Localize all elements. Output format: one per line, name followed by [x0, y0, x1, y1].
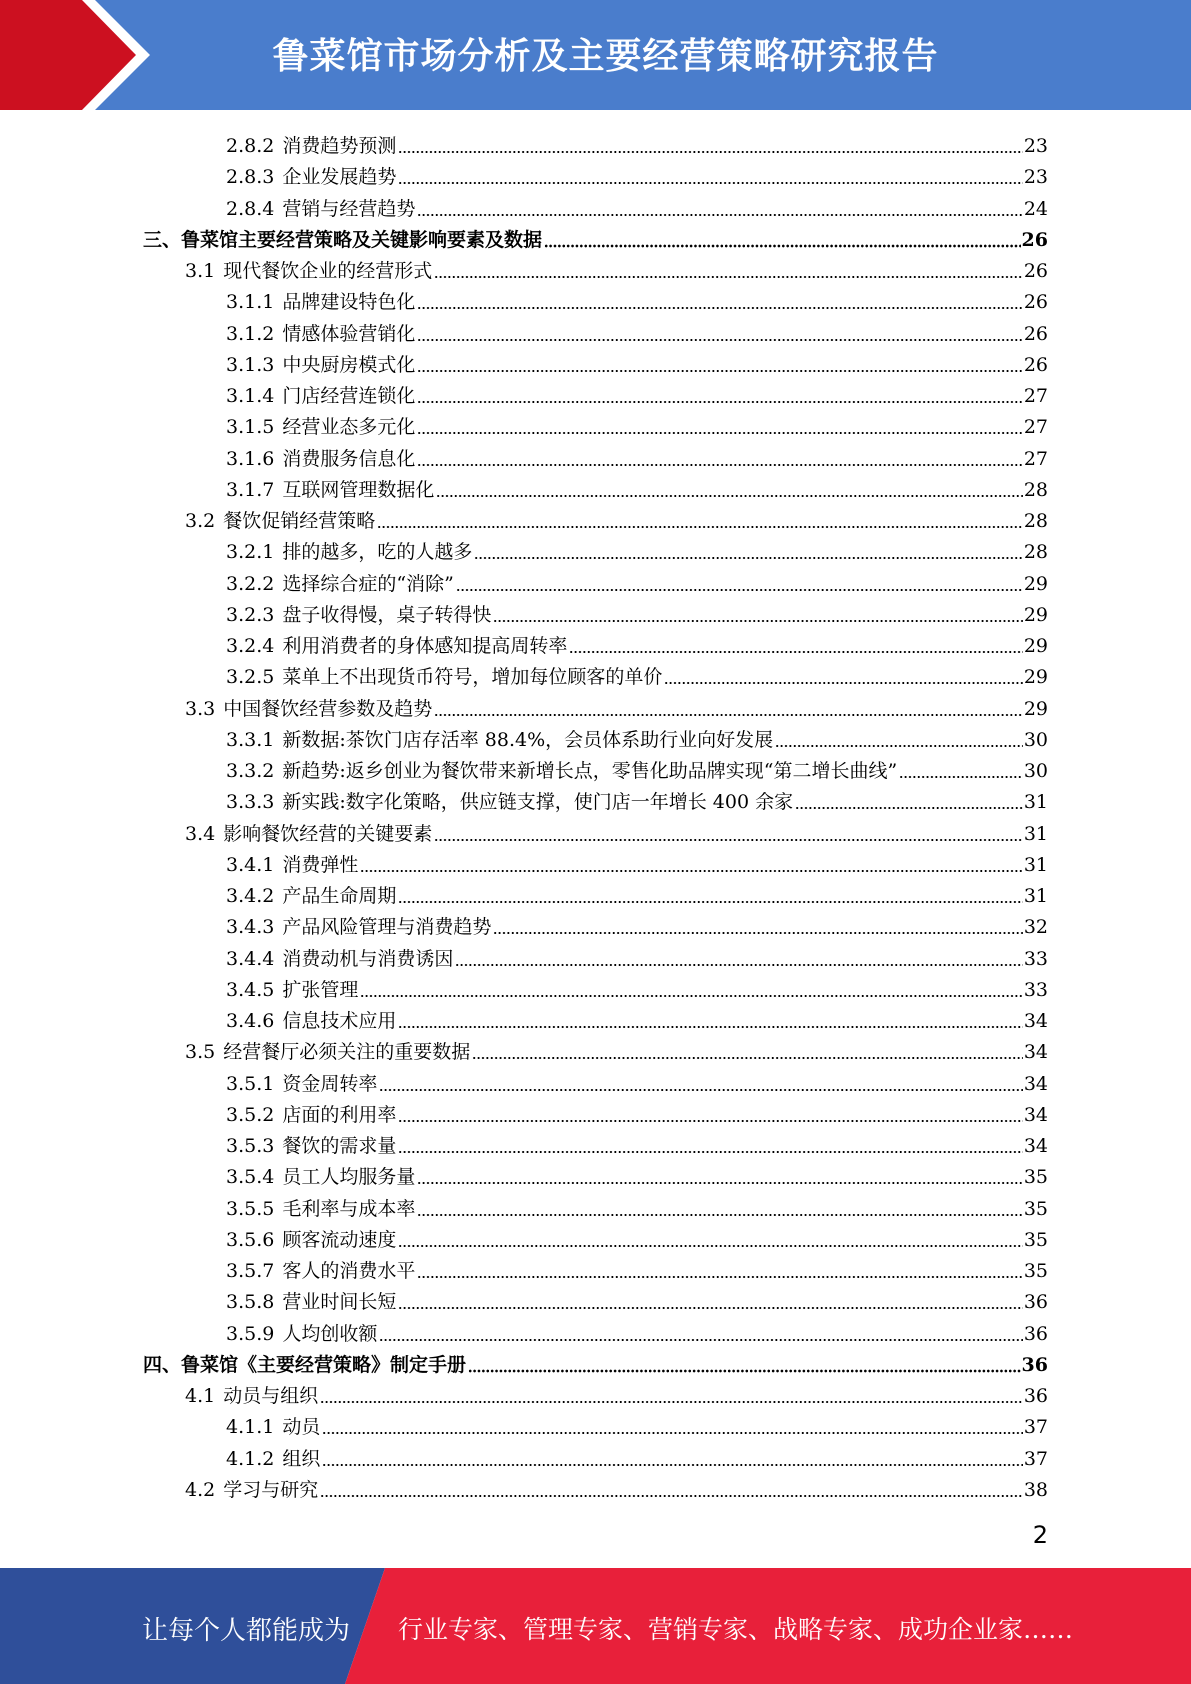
toc-leader-dots	[417, 1267, 1022, 1279]
toc-entry-number: 3.1.1	[226, 291, 275, 314]
toc-leader-dots	[320, 1392, 1023, 1404]
toc-entry-label: 营业时间长短	[282, 1291, 397, 1314]
toc-entry-number: 2.8.4	[226, 197, 275, 220]
toc-entry-label: 员工人均服务量	[282, 1166, 416, 1189]
toc-entry[interactable]	[226, 158, 1048, 189]
toc-entry-page: 30	[1023, 728, 1048, 751]
page-header	[0, 0, 1191, 110]
toc-entry-title	[185, 1478, 318, 1502]
toc-entry-label: 情感体验营销化	[282, 322, 416, 345]
toc-entry[interactable]	[185, 502, 1048, 533]
toc-entry[interactable]	[226, 877, 1048, 908]
toc-entry-page: 35	[1023, 1166, 1048, 1189]
toc-entry[interactable]	[185, 815, 1048, 846]
toc-entry[interactable]	[226, 283, 1048, 314]
toc-leader-dots	[775, 736, 1023, 748]
toc-entry-page: 36	[1023, 1385, 1048, 1407]
toc-entry-number: 3.5.1	[226, 1072, 275, 1095]
toc-entry-title	[226, 447, 415, 471]
toc-entry-label: 利用消费者的身体感知提高周转率	[282, 635, 568, 657]
toc-entry[interactable]	[226, 721, 1048, 752]
toc-leader-dots	[417, 298, 1022, 310]
toc-entry-number: 3.1.5	[226, 416, 275, 439]
toc-leader-dots	[417, 205, 1022, 217]
toc-entry-title	[226, 1009, 396, 1033]
toc-entry-title	[226, 1197, 415, 1221]
toc-entry-title	[226, 1228, 396, 1252]
toc-entry-page: 33	[1023, 978, 1048, 1001]
toc-entry-number: 2.8.3	[226, 166, 275, 189]
toc-entry-page: 29	[1023, 603, 1048, 626]
footer-slogan-right: 行业专家、管理专家、营销专家、战略专家、成功企业家……	[398, 1615, 1074, 1644]
footer-slogan-left: 让每个人都能成为	[142, 1616, 351, 1646]
toc-entry[interactable]	[226, 190, 1048, 221]
toc-entry-page: 34	[1023, 1041, 1048, 1064]
toc-leader-dots	[456, 580, 1023, 592]
toc-entry-label: 影响餐饮经营的关键要素	[223, 822, 433, 845]
toc-entry[interactable]	[226, 783, 1048, 814]
toc-entry-title	[226, 478, 434, 502]
toc-leader-dots	[417, 1173, 1022, 1185]
toc-entry-page: 23	[1023, 135, 1048, 157]
toc-entry-label: 选择综合症的“消除”	[282, 572, 454, 595]
toc-entry-label: 客人的消费水平	[282, 1260, 416, 1282]
toc-entry-label: 经营业态多元化	[282, 416, 416, 439]
toc-leader-dots	[664, 673, 1022, 685]
toc-entry[interactable]	[226, 627, 1048, 658]
toc-entry-label: 消费弹性	[282, 853, 359, 876]
toc-entry-label: 产品生命周期	[282, 885, 397, 907]
toc-entry-number: 3.5.3	[226, 1135, 275, 1157]
toc-entry-page: 24	[1023, 197, 1048, 220]
toc-entry-label: 盘子收得慢，桌子转得快	[282, 603, 492, 626]
toc-entry-label: 营销与经营趋势	[282, 197, 416, 220]
toc-entry[interactable]	[185, 252, 1048, 283]
toc-leader-dots	[474, 548, 1022, 560]
toc-entry-number: 3.5.7	[226, 1260, 275, 1282]
toc-entry-label: 餐饮的需求量	[282, 1135, 397, 1157]
toc-entry-title	[226, 322, 415, 346]
toc-entry-page: 31	[1023, 791, 1048, 814]
toc-leader-dots	[360, 986, 1022, 998]
toc-entry-page: 29	[1023, 572, 1048, 595]
toc-entry[interactable]	[226, 315, 1048, 346]
toc-entry-label: 信息技术应用	[282, 1010, 397, 1032]
toc-leader-dots	[544, 236, 1021, 248]
toc-leader-dots	[417, 1205, 1022, 1217]
toc-entry-title	[226, 384, 415, 408]
toc-entry-title	[185, 1384, 318, 1408]
toc-leader-dots	[398, 1298, 1022, 1310]
toc-entry-number: 4.1.2	[226, 1447, 275, 1470]
toc-entry-page: 38	[1023, 1478, 1048, 1501]
toc-entry-title	[226, 1165, 415, 1189]
toc-entry-title	[226, 790, 793, 814]
toc-entry-number: 3.4.3	[226, 916, 275, 939]
toc-entry-page: 31	[1023, 885, 1048, 907]
toc-entry[interactable]	[185, 1377, 1048, 1408]
toc-entry-title	[226, 1259, 415, 1283]
toc-leader-dots	[320, 1486, 1023, 1498]
report-title: 鲁菜馆市场分析及主要经营策略研究报告	[272, 36, 939, 77]
toc-entry-number: 3.3.1	[226, 728, 275, 751]
toc-entry-page: 28	[1023, 478, 1048, 501]
toc-entry[interactable]	[226, 1315, 1048, 1346]
toc-entry-title	[226, 165, 396, 189]
toc-entry-number: 3.5.4	[226, 1166, 275, 1189]
toc-entry-number: 3.3	[185, 697, 216, 720]
toc-entry-page: 31	[1023, 853, 1048, 876]
toc-entry-title	[226, 853, 358, 877]
toc-leader-dots	[434, 267, 1023, 279]
toc-entry[interactable]	[226, 1221, 1048, 1252]
toc-entry-label: 三、鲁菜馆主要经营策略及关键影响要素及数据	[143, 228, 543, 251]
toc-entry[interactable]	[226, 440, 1048, 471]
toc-entry-title	[226, 947, 453, 971]
toc-entry-number: 3.2.4	[226, 635, 275, 657]
toc-entry-title	[143, 1353, 466, 1377]
toc-entry-number: 3.4.6	[226, 1010, 275, 1032]
toc-leader-dots	[398, 1111, 1022, 1123]
toc-leader-dots	[398, 142, 1022, 154]
toc-entry-label: 四、鲁菜馆《主要经营策略》制定手册	[143, 1353, 467, 1376]
toc-leader-dots	[322, 1455, 1022, 1467]
toc-entry[interactable]	[226, 1408, 1048, 1439]
toc-entry-label: 扩张管理	[282, 978, 359, 1001]
toc-entry-page: 34	[1023, 1103, 1048, 1126]
toc-leader-dots	[398, 1142, 1022, 1154]
toc-leader-dots	[434, 705, 1023, 717]
toc-entry-label: 动员与组织	[223, 1385, 319, 1407]
toc-entry-page: 35	[1023, 1197, 1048, 1220]
toc-entry-label: 餐饮促销经营策略	[223, 510, 376, 532]
toc-leader-dots	[569, 642, 1022, 654]
toc-leader-dots	[398, 1017, 1022, 1029]
toc-leader-dots	[398, 173, 1022, 185]
toc-entry-title	[226, 665, 662, 689]
toc-entry[interactable]	[226, 377, 1048, 408]
toc-entry-label: 菜单上不出现货币符号，增加每位顾客的单价	[282, 666, 663, 689]
toc-entry-title	[226, 634, 567, 658]
toc-entry-title	[226, 353, 415, 377]
toc-entry-label: 中国餐饮经营参数及趋势	[223, 697, 433, 720]
toc-entry-title	[226, 915, 491, 939]
toc-entry-page: 26	[1021, 228, 1048, 251]
toc-entry[interactable]	[185, 1471, 1048, 1502]
toc-entry-number: 3.1	[185, 260, 216, 282]
toc-entry-page: 34	[1023, 1010, 1048, 1032]
toc-entry-number: 3.1.3	[226, 353, 275, 376]
toc-entry-label: 新实践:数字化策略，供应链支撑，使门店一年增长 400 余家	[282, 791, 794, 814]
toc-entry-label: 顾客流动速度	[282, 1228, 397, 1251]
toc-entry-number: 3.2.5	[226, 666, 275, 689]
toc-entry-title	[226, 1072, 377, 1096]
toc-entry-page: 30	[1023, 760, 1048, 782]
toc-entry-title	[226, 759, 897, 783]
toc-leader-dots	[398, 1236, 1022, 1248]
toc-entry-label: 中央厨房模式化	[282, 353, 416, 376]
toc-leader-dots	[899, 767, 1023, 779]
toc-entry-number: 3.4.5	[226, 978, 275, 1001]
toc-entry-label: 消费服务信息化	[282, 447, 416, 470]
toc-entry-title	[226, 1134, 396, 1158]
toc-entry[interactable]	[226, 908, 1048, 939]
toc-leader-dots	[398, 892, 1022, 904]
toc-leader-dots	[417, 423, 1022, 435]
toc-entry-title	[226, 1103, 396, 1127]
toc-entry-page: 31	[1023, 822, 1048, 845]
toc-entry-page: 36	[1021, 1353, 1048, 1376]
toc-entry-page: 37	[1023, 1447, 1048, 1470]
toc-entry-number: 3.2.2	[226, 572, 275, 595]
toc-entry[interactable]	[226, 752, 1048, 783]
toc-entry-title	[226, 1415, 320, 1439]
toc-entry[interactable]	[226, 565, 1048, 596]
toc-entry-number: 3.5	[185, 1041, 216, 1064]
toc-entry-title	[226, 1290, 396, 1314]
toc-leader-dots	[436, 486, 1022, 498]
toc-entry-page: 26	[1023, 260, 1048, 282]
toc-entry-title	[185, 822, 432, 846]
toc-entry-page: 26	[1023, 291, 1048, 314]
toc-leader-dots	[377, 517, 1023, 529]
toc-entry-title	[226, 197, 415, 221]
toc-entry[interactable]	[226, 1440, 1048, 1471]
toc-entry-page: 33	[1023, 947, 1048, 970]
toc-entry[interactable]	[226, 846, 1048, 877]
toc-entry[interactable]	[185, 1033, 1048, 1064]
toc-entry[interactable]	[226, 346, 1048, 377]
toc-entry-label: 消费动机与消费诱因	[282, 947, 454, 970]
toc-entry[interactable]	[226, 408, 1048, 439]
toc-entry-page: 27	[1023, 416, 1048, 439]
toc-entry-label: 人均创收额	[282, 1322, 378, 1345]
toc-entry-label: 产品风险管理与消费趋势	[282, 916, 492, 939]
toc-entry-page: 32	[1023, 916, 1048, 939]
toc-leader-dots	[417, 361, 1022, 373]
toc-entry-title	[226, 540, 472, 564]
toc-entry-number: 3.2.1	[226, 541, 275, 564]
toc-entry-page: 29	[1023, 666, 1048, 689]
toc-entry-label: 品牌建设特色化	[282, 291, 416, 314]
toc-entry-title	[226, 290, 415, 314]
toc-entry-label: 消费趋势预测	[282, 135, 397, 157]
toc-entry-title	[226, 1322, 377, 1346]
toc-leader-dots	[455, 955, 1022, 967]
toc-entry-number: 3.5.8	[226, 1291, 275, 1314]
toc-entry-label: 排的越多，吃的人越多	[282, 541, 473, 564]
toc-leader-dots	[417, 330, 1022, 342]
toc-entry-label: 新趋势:返乡创业为餐饮带来新增长点，零售化助品牌实现“第二增长曲线”	[282, 760, 898, 782]
toc-entry[interactable]	[226, 971, 1048, 1002]
toc-entry-title	[185, 697, 432, 721]
toc-entry[interactable]	[143, 1346, 1048, 1377]
toc-entry-title	[226, 572, 454, 596]
toc-entry[interactable]	[226, 1096, 1048, 1127]
toc-entry-page: 23	[1023, 166, 1048, 189]
toc-entry[interactable]	[226, 533, 1048, 564]
toc-entry-number: 3.4.1	[226, 853, 275, 876]
toc-entry-page: 35	[1023, 1228, 1048, 1251]
toc-entry-number: 3.5.5	[226, 1197, 275, 1220]
toc-entry-title	[185, 259, 432, 283]
toc-entry-title	[226, 728, 773, 752]
toc-entry-page: 26	[1023, 353, 1048, 376]
toc-entry-title	[185, 509, 375, 533]
toc-entry[interactable]	[226, 1127, 1048, 1158]
toc-entry-page: 35	[1023, 1260, 1048, 1282]
page-footer	[0, 1568, 1191, 1684]
toc-entry-title	[185, 1040, 470, 1064]
toc-entry-label: 经营餐厅必须关注的重要数据	[223, 1041, 471, 1064]
toc-entry-page: 34	[1023, 1135, 1048, 1157]
toc-entry[interactable]	[226, 127, 1048, 158]
toc-entry-number: 4.2	[185, 1478, 216, 1501]
toc-entry-page: 36	[1023, 1322, 1048, 1345]
toc-entry-page: 34	[1023, 1072, 1048, 1095]
toc-entry-number: 2.8.2	[226, 135, 275, 157]
toc-entry[interactable]	[226, 1065, 1048, 1096]
toc-entry-title	[226, 134, 396, 158]
toc-entry-title	[226, 1447, 320, 1471]
toc-entry-page: 29	[1023, 697, 1048, 720]
toc-leader-dots	[493, 923, 1022, 935]
toc-leader-dots	[493, 611, 1022, 623]
toc-entry-page: 26	[1023, 322, 1048, 345]
toc-leader-dots	[417, 392, 1022, 404]
toc-entry-number: 4.1	[185, 1385, 216, 1407]
toc-entry[interactable]	[226, 596, 1048, 627]
toc-entry-title	[226, 415, 415, 439]
toc-leader-dots	[417, 455, 1022, 467]
toc-entry-label: 学习与研究	[223, 1478, 319, 1501]
page-number: 2	[1032, 1521, 1048, 1549]
toc-entry[interactable]	[226, 1158, 1048, 1189]
toc-entry-label: 互联网管理数据化	[282, 478, 435, 501]
toc-entry-number: 3.1.7	[226, 478, 275, 501]
toc-entry[interactable]	[226, 1190, 1048, 1221]
toc-entry[interactable]	[226, 658, 1048, 689]
toc-entry[interactable]	[185, 690, 1048, 721]
toc-entry-title	[226, 978, 358, 1002]
toc-entry-number: 3.4	[185, 822, 216, 845]
toc-entry-number: 3.3.3	[226, 791, 275, 814]
toc-entry-number: 3.1.2	[226, 322, 275, 345]
toc-entry[interactable]	[143, 221, 1048, 252]
toc-leader-dots	[795, 798, 1023, 810]
toc-entry-number: 3.2	[185, 510, 216, 532]
toc-leader-dots	[379, 1330, 1022, 1342]
toc-entry[interactable]	[226, 1002, 1048, 1033]
toc-entry-title	[226, 603, 491, 627]
toc-leader-dots	[434, 830, 1023, 842]
toc-entry-number: 3.5.9	[226, 1322, 275, 1345]
toc-entry-number: 3.5.2	[226, 1103, 275, 1126]
toc-entry-number: 3.4.4	[226, 947, 275, 970]
toc-entry-label: 企业发展趋势	[282, 166, 397, 189]
toc-entry[interactable]	[226, 471, 1048, 502]
toc-entry-page: 36	[1023, 1291, 1048, 1314]
toc-entry-number: 3.1.6	[226, 447, 275, 470]
toc-entry-label: 店面的利用率	[282, 1103, 397, 1126]
toc-entry-page: 27	[1023, 385, 1048, 407]
toc-entry-page: 27	[1023, 447, 1048, 470]
toc-entry-number: 3.3.2	[226, 760, 275, 782]
toc-entry[interactable]	[226, 940, 1048, 971]
toc-entry-number: 3.4.2	[226, 885, 275, 907]
toc-entry-label: 门店经营连锁化	[282, 385, 416, 407]
toc-leader-dots	[468, 1361, 1021, 1373]
toc-entry[interactable]	[226, 1283, 1048, 1314]
toc-entry-label: 资金周转率	[282, 1072, 378, 1095]
toc-entry-title	[143, 228, 542, 252]
toc-entry-number: 3.1.4	[226, 385, 275, 407]
toc-entry-number: 3.5.6	[226, 1228, 275, 1251]
toc-entry-label: 动员	[282, 1416, 321, 1439]
toc-leader-dots	[472, 1048, 1023, 1060]
toc-leader-dots	[379, 1080, 1022, 1092]
toc-leader-dots	[322, 1423, 1022, 1435]
toc-entry-page: 28	[1023, 510, 1048, 532]
toc-entry-title	[226, 884, 396, 908]
toc-entry-label: 现代餐饮企业的经营形式	[223, 260, 433, 282]
toc-entry-number: 4.1.1	[226, 1416, 275, 1439]
toc-entry-label: 新数据:茶饮门店存活率 88.4%，会员体系助行业向好发展	[282, 728, 774, 751]
toc-entry-page: 37	[1023, 1416, 1048, 1439]
toc-entry-label: 组织	[282, 1447, 321, 1470]
toc-entry-number: 3.2.3	[226, 603, 275, 626]
toc-leader-dots	[360, 861, 1022, 873]
toc-entry[interactable]	[226, 1252, 1048, 1283]
toc-entry-page: 28	[1023, 541, 1048, 564]
toc-entry-page: 29	[1023, 635, 1048, 657]
toc-entry-label: 毛利率与成本率	[282, 1197, 416, 1220]
